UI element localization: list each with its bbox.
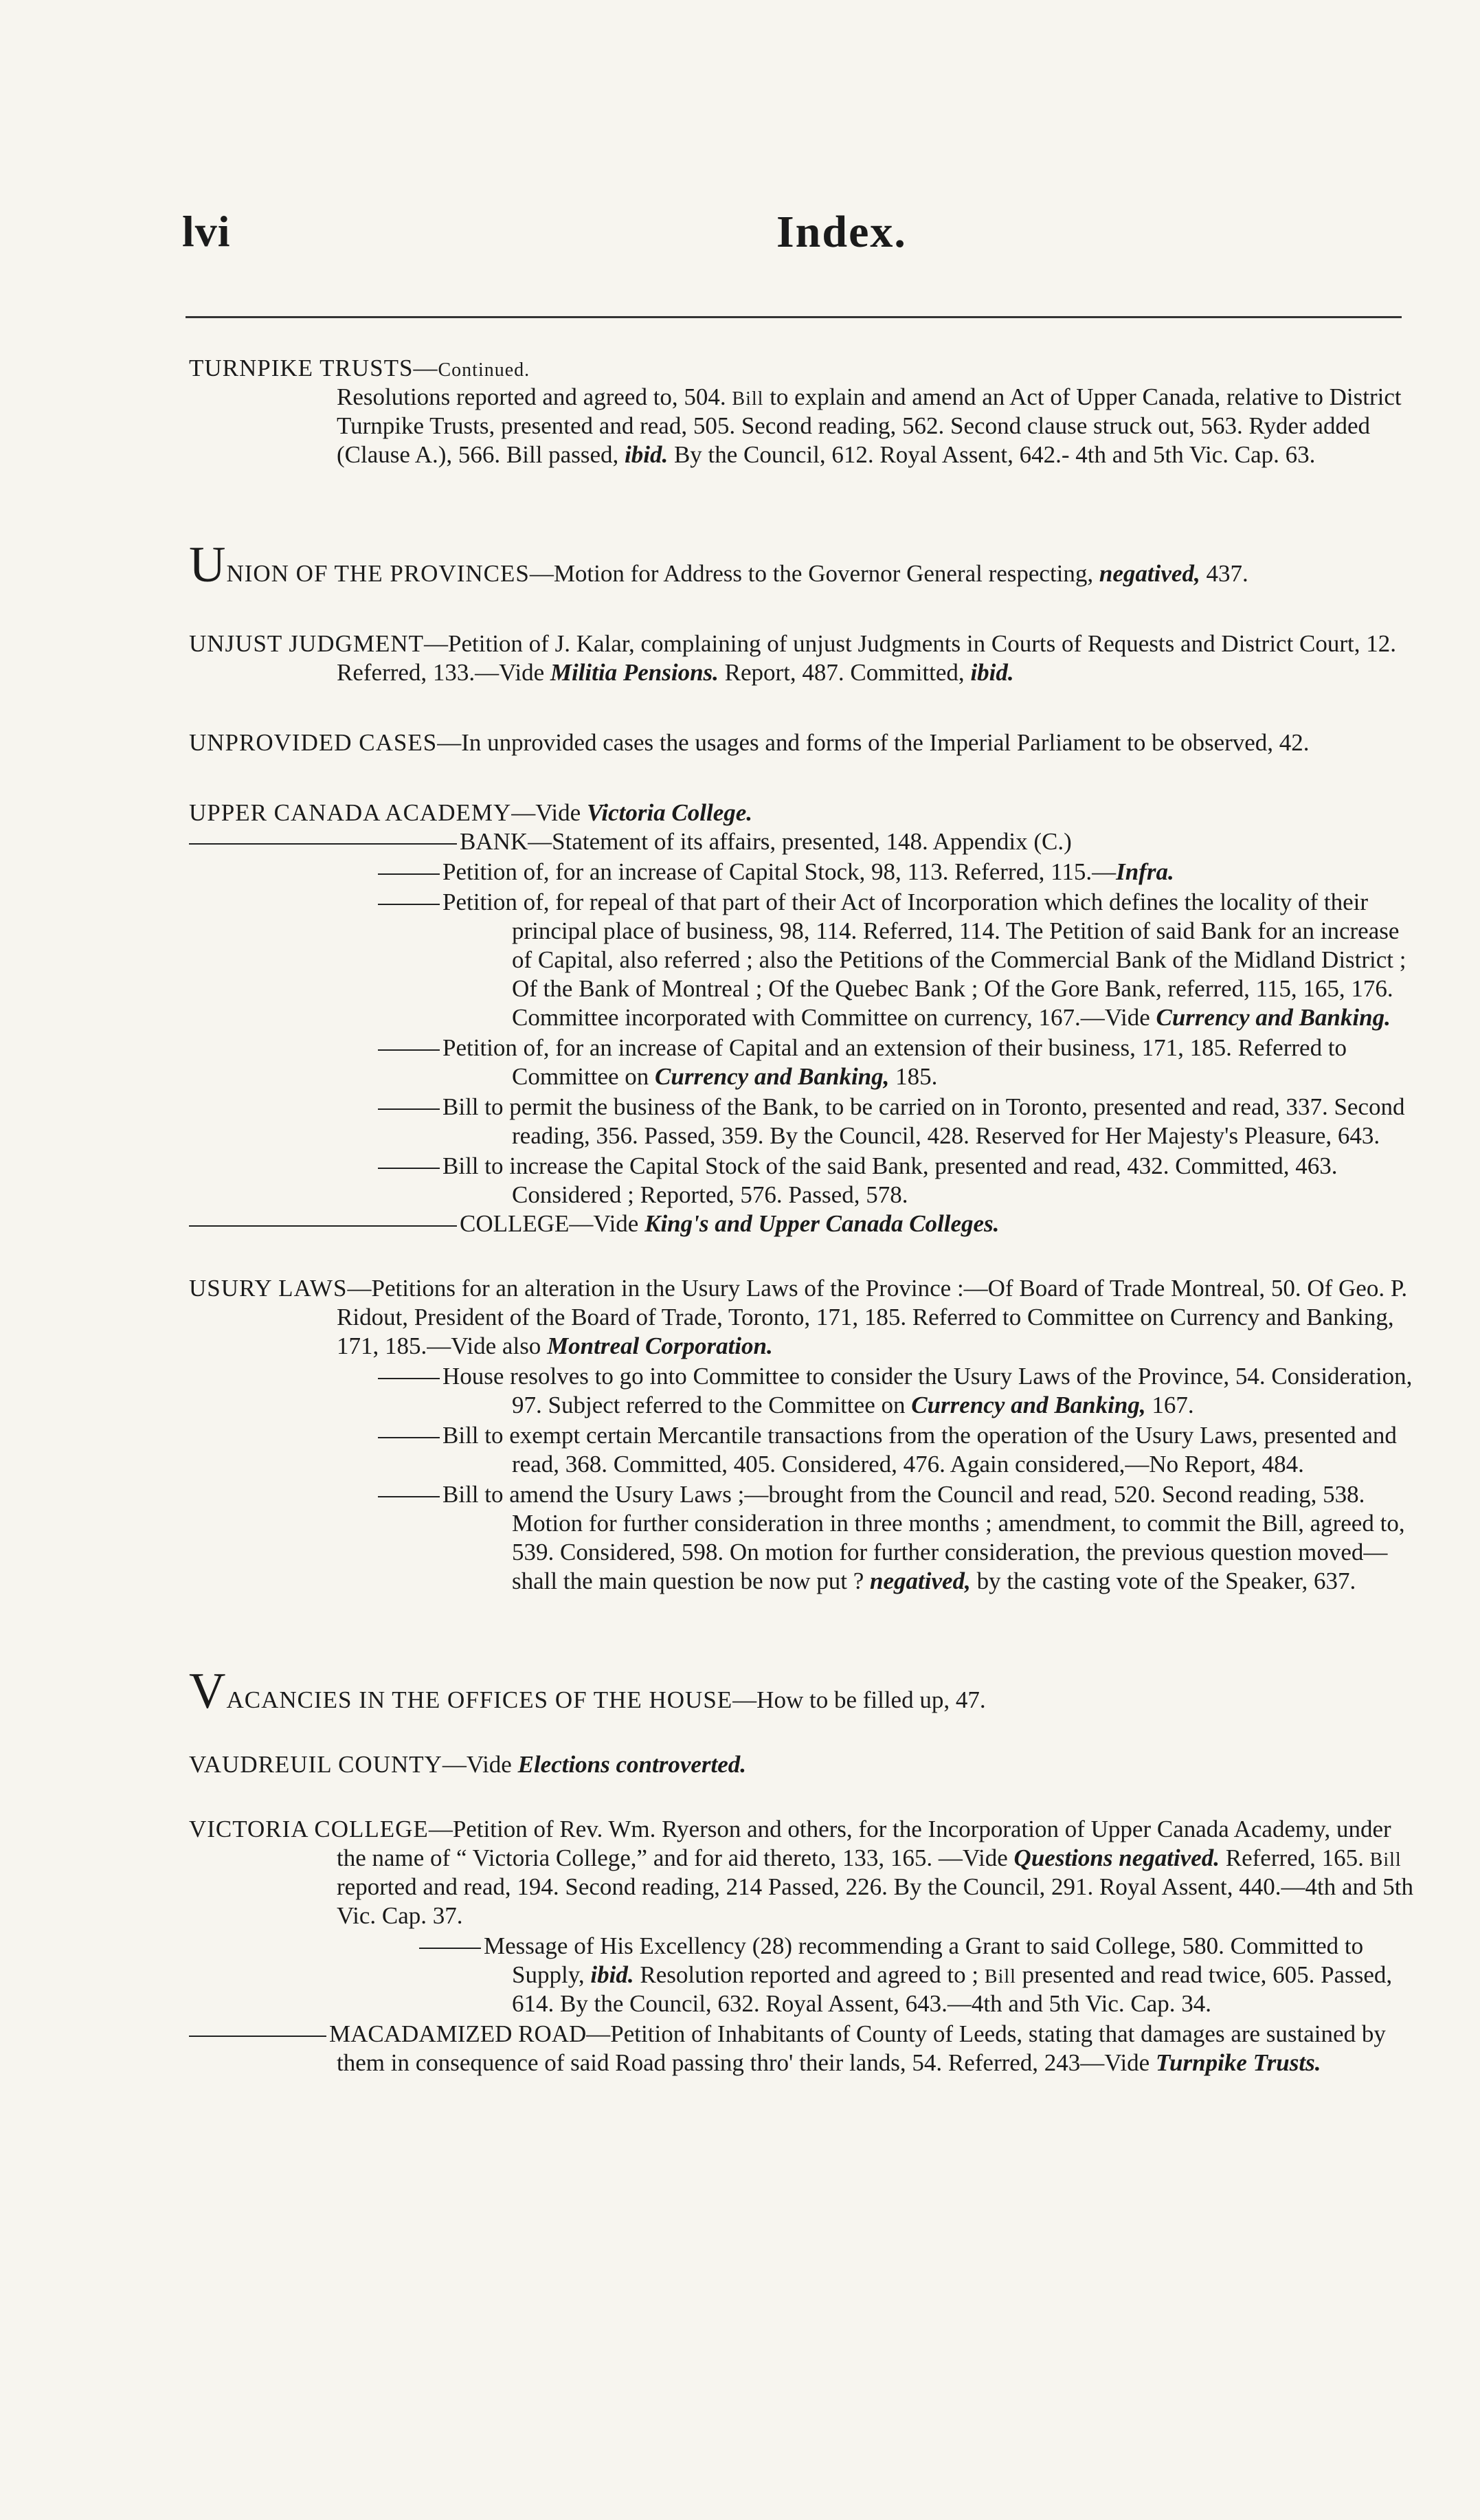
entry-usury-laws: USURY LAWS—Petitions for an alteration in the Usury Laws of the Province :—Of Board of Trade Montreal, 50. Of Geo. P. Ridout, President of the Board of Trade, Toronto, 171, 185. Referred to Committee on Currency and Banking, 171, 185.—Vide also Montreal Corporation. House resolves to go into Committee to consider the Usury Laws of the Province, 54. Consideration, 97. Subject referred to the Committee on Currency and Banking, 167. Bill to exempt certain Mercantile transactions from the operation of the Usury Laws, presented and read, 368. Committed, 405. Considered, 476. Again considered,—No Report, 484. Bill to amend the Usury Laws ;—brought from the Council and read, 520. Second reading, 538. Motion for further consideration in three months ; amendment, to commit the Bill, agreed to, 539. Considered, 598. On motion for further consideration, the previous question moved—shall the main question be now put ? negatived, by the casting vote of the Speaker, 637. bbox=[189, 1274, 1419, 1596]
sub-entry: Bill to permit the business of the Bank, to be carried on in Toronto, presented and read, 337. Second reading, 356. Passed, 359. By the Council, 428. Reserved for Her Majesty's Pleasure, 643. bbox=[189, 1093, 1419, 1150]
entry-heading: UNION OF THE PROVINCES bbox=[189, 537, 530, 593]
entry-heading: VACANCIES IN THE OFFICES OF THE HOUSE bbox=[189, 1663, 733, 1719]
entry-upper-canada-academy: UPPER CANADA ACADEMY—Vide Victoria College. BANK—Statement of its affairs, presented, 148. Appendix (C.) Petition of, for an increase of Capital Stock, 98, 113. Referred, 115.—Infra. Petition of, for repeal of that part of their Act of Incorporation which defines the locality of their principal place of business, 98, 114. Referred, 114. The Petition of said Bank for an increase of Capital, also referred ; also the Petitions of the Commercial Bank of the Midland District ; Of the Bank of Montreal ; Of the Quebec Bank ; Of the Gore Bank, referred, 115, 165, 176. Committee incorporated with Committee on currency, 167.—Vide Currency and Banking. Petition of, for an increase of Capital and an extension of their business, 171, 185. Referred to Committee on Currency and Banking, 185. Bill to permit the business of the Bank, to be carried on in Toronto, presented and read, 337. Second reading, 356. Passed, 359. By the Council, 428. Reserved for Her Majesty's Pleasure, 643. Bill to increase the Capital Stock of the said Bank, presented and read, 432. Committed, 463. Considered ; Reported, 576. Passed, 578. COLLEGE—Vide King's and Upper Canada Colleges. bbox=[189, 799, 1419, 1238]
entry-heading: VICTORIA COLLEGE bbox=[189, 1816, 429, 1842]
page-number: lvi bbox=[182, 207, 231, 256]
sub-entry: Message of His Excellency (28) recommending a Grant to said College, 580. Committed to Supply, ibid. Resolution reported and agreed to ; Bill presented and read twice, 605. Passed, 614. By the Council, 632. Royal Assent, 643.—4th and 5th Vic. Cap. 34. bbox=[189, 1932, 1419, 2018]
entry-union-of-provinces: UNION OF THE PROVINCES—Motion for Address to the Governor General respecting, negatived, 437. bbox=[189, 537, 1248, 593]
entry-heading: UNPROVIDED CASES bbox=[189, 729, 438, 756]
entry-unjust-judgment: UNJUST JUDGMENT—Petition of J. Kalar, complaining of unjust Judgments in Courts of Requests and District Court, 12. Referred, 133.—Vide Militia Pensions. Report, 487. Committed, ibid. bbox=[189, 630, 1397, 686]
entry-body: Resolutions reported and agreed to, 504. Bill to explain and amend an Act of Upper Canada, relative to District Turnpike Trusts, presented and read, 505. Second reading, 562. Second clause struck out, 563. Ryder added (Clause A.), 566. Bill passed, ibid. By the Council, 612. Royal Assent, 642.- 4th and 5th Vic. Cap. 63. bbox=[337, 383, 1402, 468]
header-rule bbox=[186, 316, 1402, 318]
index-content bbox=[189, 354, 1419, 2119]
sub-entry-college: COLLEGE—Vide King's and Upper Canada Colleges. bbox=[189, 1209, 1419, 1238]
sub-entry: Bill to increase the Capital Stock of the said Bank, presented and read, 432. Committed, 463. Considered ; Reported, 576. Passed, 578. bbox=[189, 1152, 1419, 1209]
sub-entry: Petition of, for an increase of Capital and an extension of their business, 171, 185. Referred to Committee on Currency and Banking, 185. bbox=[189, 1034, 1419, 1091]
sub-entry: Bill to exempt certain Mercantile transactions from the operation of the Usury Laws, presented and read, 368. Committed, 405. Considered, 476. Again considered,—No Report, 484. bbox=[189, 1421, 1419, 1479]
sub-entry-macadamized-road: MACADAMIZED ROAD—Petition of Inhabitants of County of Leeds, stating that damages are sustained by them in consequence of said Road passing thro' their lands, 54. Referred, 243—Vide Turnpike Trusts. bbox=[189, 2020, 1419, 2077]
entry-heading: VAUDREUIL COUNTY bbox=[189, 1751, 442, 1778]
entry-vaudreuil-county: VAUDREUIL COUNTY—Vide Elections controverted. bbox=[189, 1751, 747, 1778]
sub-entry-bank: BANK—Statement of its affairs, presented, 148. Appendix (C.) bbox=[189, 827, 1419, 856]
entry-heading: USURY LAWS bbox=[189, 1275, 348, 1302]
entry-unprovided-cases: UNPROVIDED CASES—In unprovided cases the usages and forms of the Imperial Parliament to be observed, 42. bbox=[189, 729, 1310, 756]
page-title: Index. bbox=[776, 207, 907, 257]
entry-heading: TURNPIKE TRUSTS—Continued. bbox=[189, 355, 530, 381]
sub-entry: Petition of, for an increase of Capital Stock, 98, 113. Referred, 115.—Infra. bbox=[189, 858, 1419, 887]
entry-victoria-college: VICTORIA COLLEGE—Petition of Rev. Wm. Ryerson and others, for the Incorporation of Upper Canada Academy, under the name of “ Victoria College,” and for aid thereto, 133, 165. —Vide Questions negatived. Referred, 165. Bill reported and read, 194. Second reading, 214 Passed, 226. By the Council, 291. Royal Assent, 440.—4th and 5th Vic. Cap. 37. Message of His Excellency (28) recommending a Grant to said College, 580. Committed to Supply, ibid. Resolution reported and agreed to ; Bill presented and read twice, 605. Passed, 614. By the Council, 632. Royal Assent, 643.—4th and 5th Vic. Cap. 34. MACADAMIZED ROAD—Petition of Inhabitants of County of Leeds, stating that damages are sustained by them in consequence of said Road passing thro' their lands, 54. Referred, 243—Vide Turnpike Trusts. bbox=[189, 1815, 1419, 2077]
entry-heading: UNJUST JUDGMENT bbox=[189, 630, 425, 657]
sub-entry: House resolves to go into Committee to consider the Usury Laws of the Province, 54. Consideration, 97. Subject referred to the Committee on Currency and Banking, 167. bbox=[189, 1362, 1419, 1420]
entry-heading: UPPER CANADA ACADEMY bbox=[189, 799, 512, 826]
sub-entry: Bill to amend the Usury Laws ;—brought from the Council and read, 520. Second reading, 538. Motion for further consideration in three months ; amendment, to commit the Bill, agreed to, 539. Considered, 598. On motion for further consideration, the previous question moved—shall the main question be now put ? negatived, by the casting vote of the Speaker, 637. bbox=[189, 1480, 1419, 1596]
entry-vacancies: VACANCIES IN THE OFFICES OF THE HOUSE—How to be filled up, 47. bbox=[189, 1663, 986, 1719]
entry-turnpike-trusts bbox=[189, 354, 1419, 469]
sub-entry: Petition of, for repeal of that part of their Act of Incorporation which defines the locality of their principal place of business, 98, 114. Referred, 114. The Petition of said Bank for an increase of Capital, also referred ; also the Petitions of the Commercial Bank of the Midland District ; Of the Bank of Montreal ; Of the Quebec Bank ; Of the Gore Bank, referred, 115, 165, 176. Committee incorporated with Committee on currency, 167.—Vide Currency and Banking. bbox=[189, 888, 1419, 1032]
